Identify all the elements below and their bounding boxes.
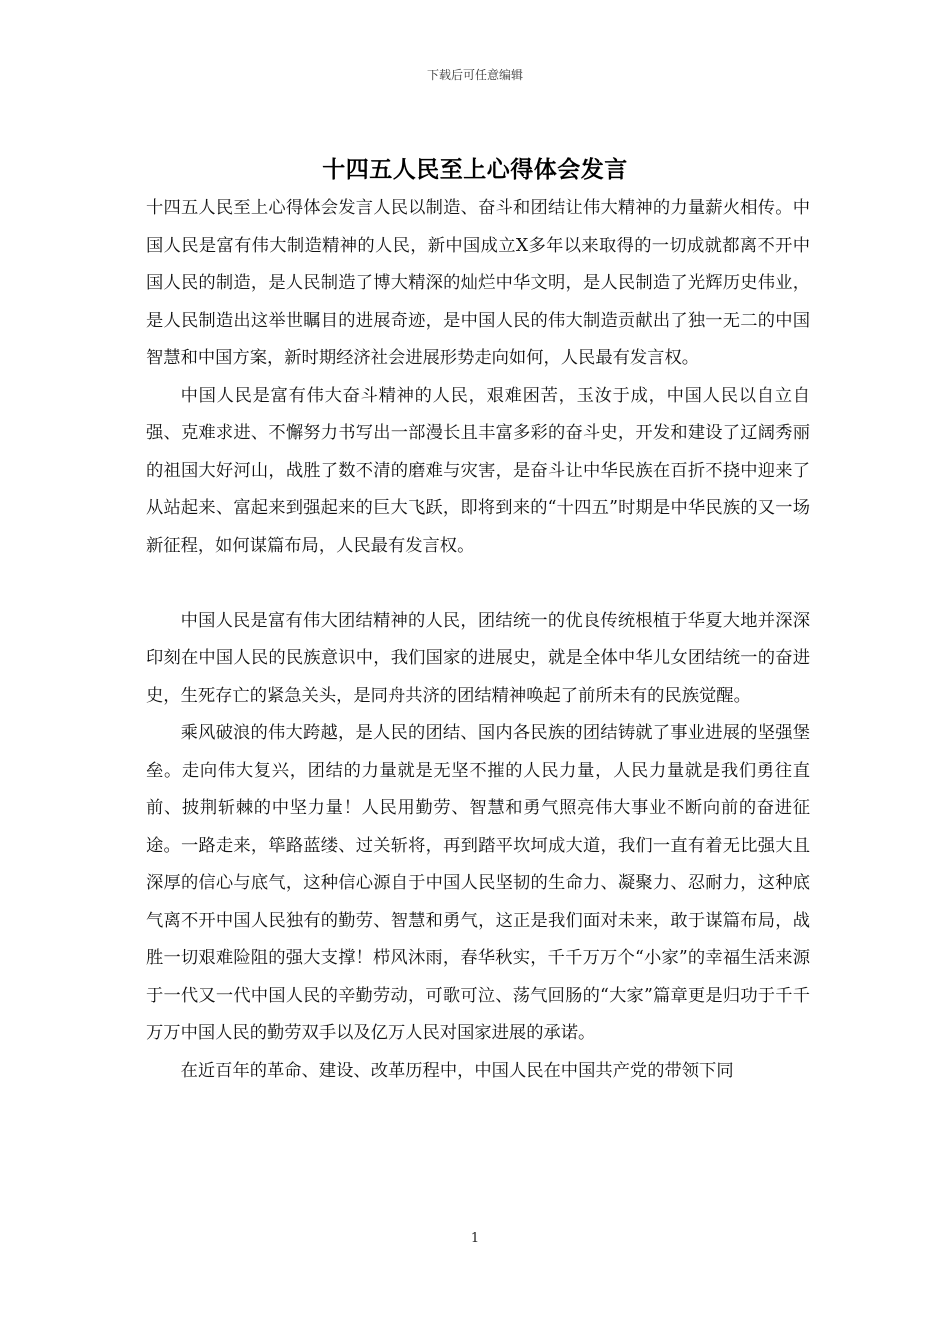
paragraph-intro: 十四五人民至上心得体会发言人民以制造、奋斗和团结让伟大精神的力量薪火相传。中国人民是富有伟大制造精神的人民，新中国成立X多年以来取得的一切成就都离不开中国人民的制造，是人民制造了博大精深的灿烂中华文明，是人民制造了光辉历史伟业，是人民制造出这举世瞩目的进展奇迹，是中国人民的伟大制造贡献出了独一无二的中国智慧和中国方案，新时期经济社会进展形势走向如何，人民最有发言权。 <box>146 198 810 368</box>
paragraph-struggle: 中国人民是富有伟大奋斗精神的人民，艰难困苦，玉汝于成，中国人民以自立自强、克难求进、不懈努力书写出一部漫长且丰富多彩的奋斗史，开发和建设了辽阔秀丽的祖国大好河山，战胜了数不清的磨难与灾害，是奋斗让中华民族在百折不挠中迎来了从站起来、富起来到强起来的巨大飞跃，即将到来的“十四五”时期是中华民族的又一场新征程，如何谋篇布局，人民最有发言权。 <box>146 385 810 556</box>
document-title: 十四五人民至上心得体会发言 <box>322 156 628 183</box>
paragraph-leap: 乘风破浪的伟大跨越，是人民的团结、国内各民族的团结铸就了事业进展的坚强堡垒。走向伟大复兴，团结的力量就是无坚不摧的人民力量，人民力量就是我们勇往直前、披荆斩棘的中坚力量！人民用勤劳、智慧和勇气照亮伟大事业不断向前的奋进征途。一路走来，筚路蓝缕、过关斩将，再到踏平坎坷成大道，我们一直有着无比强大且深厚的信心与底气，这种信心源自于中国人民坚韧的生命力、凝聚力、忍耐力，这种底气离不开中国人民独有的勤劳、智慧和勇气，这正是我们面对未来，敢于谋篇布局，战胜一切艰难险阻的强大支撑！栉风沐雨，春华秋实，千千万万个“小家”的幸福生活来源于一代又一代中国人民的辛勤劳动，可歌可泣、荡气回肠的“大家”篇章更是归功于千千万万中国人民的勤劳双手以及亿万人民对国家进展的承诺。 <box>146 723 810 1043</box>
page-number: 1 <box>470 1231 480 1246</box>
paragraph-history: 在近百年的革命、建设、改革历程中，中国人民在中国共产党的带领下同 <box>180 1060 734 1081</box>
paragraph-unity: 中国人民是富有伟大团结精神的人民，团结统一的优良传统根植于华夏大地并深深印刻在中国人民的民族意识中，我们国家的进展史，就是全体中华儿女团结统一的奋进史，生死存亡的紧急关头，是同舟共济的团结精神唤起了前所未有的民族觉醒。 <box>146 610 810 706</box>
paragraph-spacer <box>146 565 810 603</box>
header-note: 下载后可任意编辑 <box>426 68 523 82</box>
document-body <box>146 190 810 1090</box>
